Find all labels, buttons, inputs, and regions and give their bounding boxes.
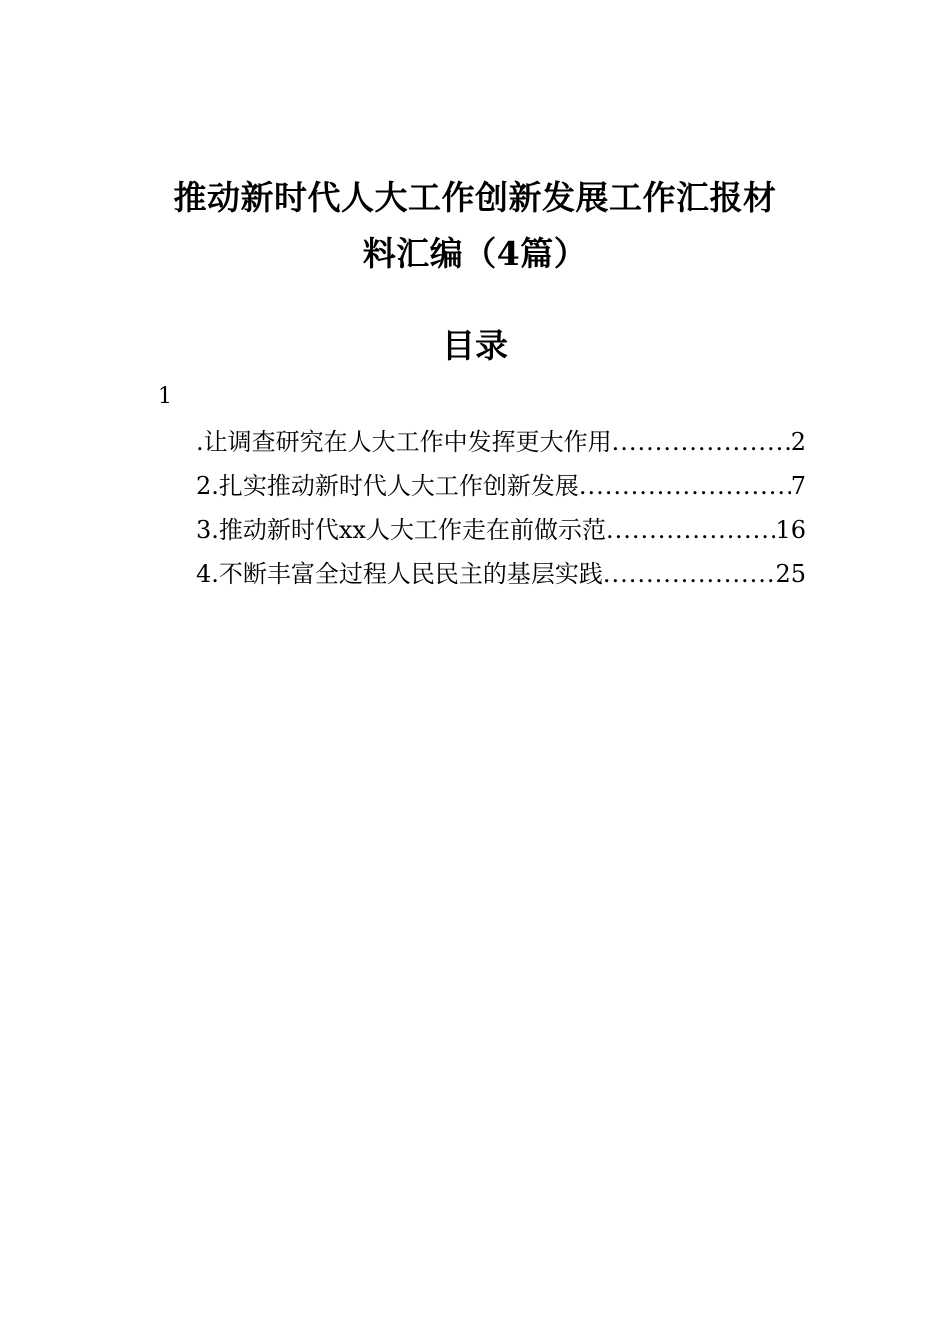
toc-entry-title: .让调查研究在人大工作中发挥更大作用 (196, 428, 612, 456)
toc-entry-leader (603, 554, 776, 594)
toc-entry-leader (612, 422, 791, 462)
toc-list (196, 422, 806, 598)
toc-entry-title: 2.扎实推动新时代人大工作创新发展 (196, 472, 579, 500)
toc-heading: 目录 (442, 326, 508, 365)
toc-entry-page: 25 (775, 560, 806, 588)
toc-entry-page: 7 (790, 472, 806, 500)
toc-entry[interactable] (196, 422, 806, 466)
document-title-line-2: 料汇编（4篇） (362, 234, 588, 273)
toc-entry-page: 16 (775, 516, 806, 544)
toc-entry-leader (579, 466, 791, 506)
toc-entry-title: 3.推动新时代xx人大工作走在前做示范 (196, 516, 606, 544)
toc-entry[interactable] (196, 554, 806, 598)
document-title (150, 170, 800, 282)
toc-entry-leader (606, 510, 775, 550)
toc-entry[interactable] (196, 466, 806, 510)
toc-entry-page: 2 (790, 428, 806, 456)
toc-entry[interactable] (196, 510, 806, 554)
toc-stray-number: 1 (158, 384, 172, 409)
document-title-line-1: 推动新时代人大工作创新发展工作汇报材 (173, 178, 777, 217)
toc-entry-title: 4.不断丰富全过程人民民主的基层实践 (196, 560, 603, 588)
